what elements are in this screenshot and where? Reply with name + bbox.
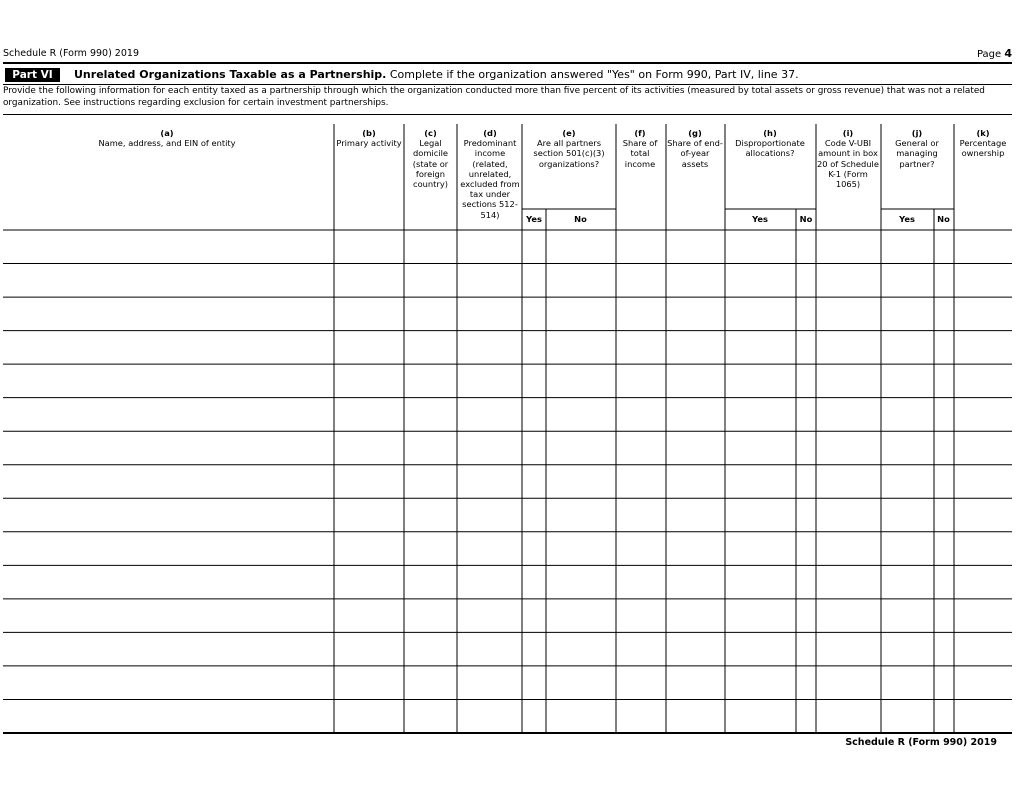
column-j-yes-label: Yes (899, 214, 915, 224)
column-header-b (334, 128, 404, 148)
top-rule (3, 62, 1012, 64)
column-header-g (667, 128, 723, 169)
column-label: Percentage ownership (959, 138, 1007, 159)
column-letter: (c) (424, 128, 437, 138)
column-letter: (k) (976, 128, 990, 138)
column-e-no-label: No (574, 214, 587, 224)
part-rule (3, 84, 1012, 85)
column-j-no-label: No (937, 214, 950, 224)
page-number (977, 47, 1012, 60)
column-letter: (i) (842, 128, 854, 138)
column-h-yes-label: Yes (752, 214, 768, 224)
column-label: Disproportionate allocations? (735, 138, 805, 159)
column-header-c (408, 128, 453, 189)
column-label: General or managing partner? (895, 138, 939, 169)
footer-form-name: Schedule R (Form 990) 2019 (845, 737, 997, 748)
instructions: Provide the following information for each entity taxed as a partnership through which the organization conducted more than five percent of its activities (measured by total assets or gross revenue) that was not a related organization. See instructions regarding exclusion for certain investment partnerships. (3, 86, 985, 108)
column-letter: (g) (688, 128, 702, 138)
part-badge: Part VI (5, 68, 60, 82)
column-header-d (458, 128, 522, 220)
column-header-a (0, 128, 334, 148)
column-label: Name, address, and EIN of entity (98, 138, 236, 149)
column-letter: (d) (483, 128, 497, 138)
column-letter: (h) (763, 128, 777, 138)
column-header-i (816, 128, 880, 189)
column-letter: (j) (911, 128, 923, 138)
page-number-value: 4 (1004, 47, 1012, 60)
column-h-no-label: No (799, 214, 813, 224)
column-label: Primary activity (336, 138, 402, 149)
column-label: Code V-UBI amount in box 20 of Schedule K-1 (Form 1065) (817, 138, 879, 190)
column-letter: (a) (160, 128, 174, 138)
column-header-j (886, 128, 948, 169)
column-label: Share of end-of-year assets (667, 138, 723, 169)
instructions-rule (3, 114, 1012, 115)
form-name-header: Schedule R (Form 990) 2019 (3, 48, 139, 59)
column-letter: (f) (634, 128, 646, 138)
column-letter: (e) (562, 128, 576, 138)
column-header-e (531, 128, 607, 169)
part-title (74, 68, 799, 82)
column-label: Share of total income (622, 138, 658, 169)
column-label: Predominant income (related, unrelated, excluded from tax under sections 512-514) (460, 138, 520, 220)
column-label: Legal domicile (state or foreign country) (412, 138, 449, 190)
column-header-f (616, 128, 664, 169)
column-letter: (b) (362, 128, 376, 138)
part-title-rest: Complete if the organization answered "Yes" on Form 990, Part IV, line 37. (386, 68, 799, 81)
column-label: Are all partners section 501(c)(3) organizations? (533, 138, 605, 169)
column-e-yes-label: Yes (526, 214, 542, 224)
part-title-bold: Unrelated Organizations Taxable as a Partnership. (74, 68, 387, 81)
page-label: Page (976, 49, 1002, 60)
column-header-h (727, 128, 813, 159)
column-header-k (954, 128, 1012, 159)
